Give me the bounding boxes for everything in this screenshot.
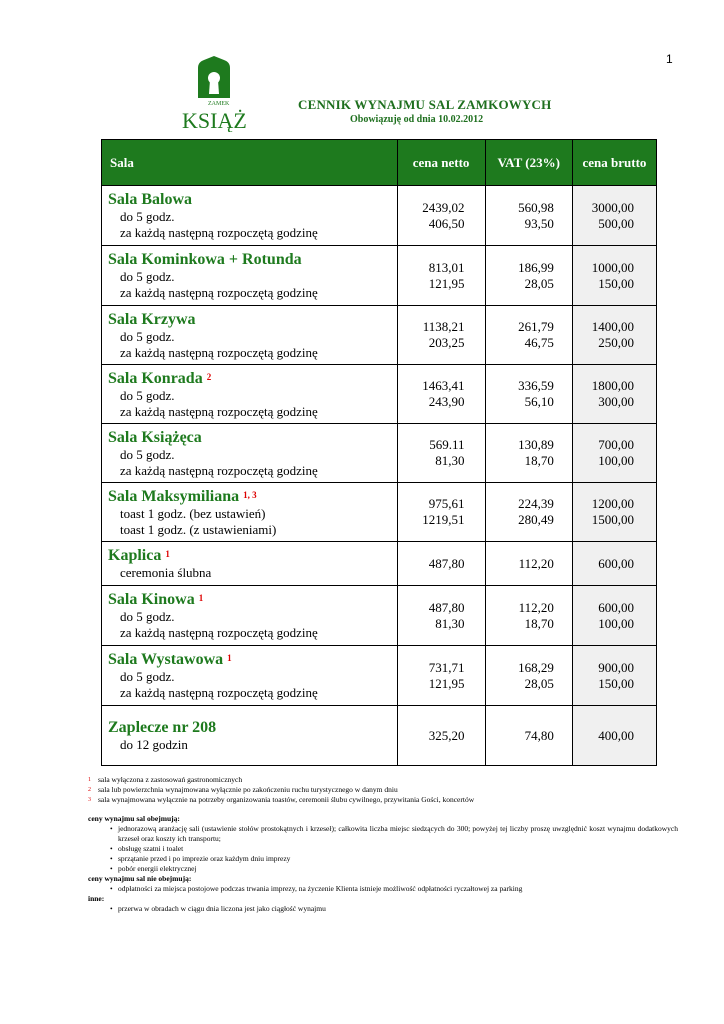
room-name-text: Sala Maksymiliana (108, 487, 240, 505)
room-name-text: Kaplica (108, 547, 162, 564)
price-brutto-cell (572, 306, 656, 365)
room-cell (102, 542, 398, 586)
price-brutto: 250,00 (598, 335, 634, 350)
room-cell (102, 186, 398, 246)
price-brutto-cell (572, 365, 656, 424)
price-netto: 81,30 (435, 453, 465, 468)
rental-option: za każdą następną rozpoczętą godzinę (120, 403, 318, 419)
price-vat-cell (485, 306, 572, 365)
price-brutto: 300,00 (598, 394, 634, 409)
price-vat: 336,59 (518, 378, 554, 393)
included-list (88, 824, 678, 874)
footnote-reference: 1, 3 (243, 489, 257, 500)
price-netto-cell (397, 586, 485, 646)
price-netto: 81,30 (435, 615, 465, 631)
footnotes (88, 775, 474, 805)
list-item: • obsługę szatni i toalet (88, 844, 678, 854)
price-vat: 28,05 (524, 275, 554, 291)
room-cell (102, 246, 398, 306)
price-netto-cell (397, 306, 485, 365)
price-netto-cell (397, 483, 485, 542)
price-vat: 56,10 (524, 394, 554, 409)
price-vat-cell (485, 483, 572, 542)
price-netto-cell (397, 542, 485, 586)
price-brutto: 600,00 (598, 555, 634, 571)
footnote-number: 2 (88, 787, 91, 793)
price-netto: 1219,51 (422, 512, 465, 527)
price-brutto-cell (572, 483, 656, 542)
document-title: CENNIK WYNAJMU SAL ZAMKOWYCH (298, 97, 552, 112)
other-list (88, 904, 678, 914)
rental-option: za każdą następną rozpoczętą godzinę (120, 462, 318, 478)
room-cell (102, 483, 398, 542)
svg-text:KSIĄŻ: KSIĄŻ (182, 108, 247, 132)
price-brutto: 1800,00 (591, 378, 634, 393)
room-name (102, 429, 397, 447)
footnote-reference: 2 (206, 371, 212, 382)
rental-option: do 5 godz. (120, 209, 175, 224)
price-vat: 18,70 (524, 453, 554, 468)
room-name (102, 488, 397, 506)
room-name-text: Sala Konrada (108, 369, 203, 387)
rental-option: do 5 godz. (120, 669, 175, 684)
price-brutto-cell (572, 424, 656, 483)
room-name (102, 191, 397, 209)
table-row (102, 424, 657, 483)
price-vat: 224,39 (518, 496, 554, 511)
price-brutto-cell (572, 246, 656, 306)
price-vat: 46,75 (524, 335, 554, 350)
rental-option: do 5 godz. (120, 446, 175, 462)
price-vat: 112,20 (518, 555, 554, 571)
price-vat: 74,80 (524, 727, 554, 743)
price-brutto: 150,00 (598, 675, 634, 691)
price-netto: 1138,21 (422, 319, 465, 334)
rental-option: ceremonia ślubna (120, 565, 212, 580)
price-vat: 168,29 (518, 659, 554, 675)
room-cell (102, 365, 398, 424)
room-name-text: Sala Kominkowa + Rotunda (108, 251, 302, 268)
table-row (102, 306, 657, 365)
price-vat: 112,20 (518, 599, 554, 615)
rental-option: do 5 godz. (120, 609, 175, 624)
table-row (102, 365, 657, 424)
price-vat-cell (485, 706, 572, 766)
room-name-text: Sala Kinowa (108, 591, 195, 608)
zamek-ksiaz-logo (178, 54, 250, 132)
price-netto: 487,80 (428, 599, 465, 615)
price-netto: 406,50 (428, 215, 465, 231)
price-vat: 560,98 (518, 199, 554, 215)
price-brutto: 100,00 (598, 453, 634, 468)
price-brutto: 500,00 (598, 215, 634, 231)
price-netto: 569.11 (429, 437, 465, 452)
other-header: inne: (88, 894, 105, 903)
price-brutto: 1400,00 (591, 319, 634, 334)
rental-option: do 12 godzin (120, 737, 188, 752)
rental-option: toast 1 godz. (bez ustawień) (120, 505, 266, 521)
price-netto-cell (397, 706, 485, 766)
price-netto-cell (397, 646, 485, 706)
price-brutto: 900,00 (598, 659, 634, 675)
footnote-reference: 1 (198, 593, 204, 603)
list-item: • sprzątanie przed i po imprezie oraz każdym dniu imprezy (88, 854, 678, 864)
rental-option: do 5 godz. (120, 387, 175, 403)
room-cell (102, 706, 398, 766)
price-brutto-cell (572, 646, 656, 706)
price-netto: 243,90 (428, 394, 465, 409)
price-vat: 186,99 (518, 259, 554, 275)
column-header-brutto: cena brutto (572, 140, 656, 186)
room-name-text: Sala Balowa (108, 191, 193, 208)
table-row (102, 586, 657, 646)
price-brutto: 100,00 (598, 615, 634, 631)
price-vat-cell (485, 542, 572, 586)
table-row (102, 483, 657, 542)
price-brutto: 1500,00 (591, 512, 634, 527)
price-vat: 28,05 (524, 675, 554, 691)
price-brutto: 150,00 (598, 275, 634, 291)
table-row (102, 706, 657, 766)
price-vat-cell (485, 646, 572, 706)
price-netto-cell (397, 365, 485, 424)
price-netto: 487,80 (428, 555, 465, 571)
price-netto: 121,95 (428, 675, 465, 691)
room-name (102, 591, 397, 609)
footnote-number: 1 (88, 777, 91, 783)
footnote-text: sala wyłączona z zastosowań gastronomicznych (98, 775, 243, 784)
price-brutto-cell (572, 186, 656, 246)
room-name (102, 370, 397, 388)
price-netto-cell (397, 424, 485, 483)
price-brutto: 600,00 (598, 599, 634, 615)
price-brutto: 3000,00 (591, 199, 634, 215)
table-row (102, 542, 657, 586)
rental-option: do 5 godz. (120, 328, 175, 344)
room-name-text: Sala Krzywa (108, 310, 196, 328)
pricing-notes (88, 814, 678, 914)
rental-option: za każdą następną rozpoczętą godzinę (120, 225, 318, 240)
price-netto: 813,01 (428, 259, 465, 275)
room-cell (102, 586, 398, 646)
room-name (102, 251, 397, 269)
price-netto: 975,61 (428, 496, 465, 511)
column-header-netto: cena netto (397, 140, 485, 186)
price-vat-cell (485, 186, 572, 246)
rental-option: za każdą następną rozpoczętą godzinę (120, 285, 318, 300)
price-brutto: 400,00 (598, 727, 634, 743)
price-vat-cell (485, 246, 572, 306)
rental-option: toast 1 godz. (z ustawieniami) (120, 521, 277, 537)
price-brutto-cell (572, 542, 656, 586)
room-name-text: Sala Książęca (108, 428, 202, 446)
footnote (88, 785, 474, 795)
footnote (88, 775, 474, 785)
table-row (102, 646, 657, 706)
list-item: • jednorazową aranżację sali (ustawienie stołów prostokątnych i krzeseł); całkowita liczba miejsc siedzących do 300; powyżej tej liczby proszę uwzględnić koszt wynajmu dodatkowych krzeseł oraz koszty ich transportu; (88, 824, 678, 844)
list-item: • pobór energii elektrycznej (88, 864, 678, 874)
rental-option: za każdą następną rozpoczętą godzinę (120, 344, 318, 360)
price-netto: 203,25 (428, 335, 465, 350)
price-netto: 731,71 (428, 659, 465, 675)
excluded-list (88, 884, 678, 894)
price-vat: 130,89 (518, 437, 554, 452)
price-netto: 1463,41 (422, 378, 465, 393)
footnote-reference: 1 (165, 549, 170, 559)
price-vat: 261,79 (518, 319, 554, 334)
price-brutto: 700,00 (598, 437, 634, 452)
price-netto: 2439,02 (422, 199, 465, 215)
room-name (102, 547, 397, 565)
column-header-sala: Sala (102, 140, 398, 186)
footnote-text: sala wynajmowana wyłącznie na potrzeby organizowania toastów, ceremonii ślubu cywilnego, przywitania Gości, koncertów (98, 795, 475, 804)
price-netto: 325,20 (428, 727, 465, 743)
column-header-vat: VAT (23%) (485, 140, 572, 186)
table-row (102, 246, 657, 306)
room-name (102, 719, 397, 737)
footnote-number: 3 (88, 797, 91, 803)
price-vat-cell (485, 424, 572, 483)
document-subtitle: Obowiązuję od dnia 10.02.2012 (350, 114, 484, 125)
price-brutto: 1200,00 (591, 496, 634, 511)
room-cell (102, 306, 398, 365)
rental-option: za każdą następną rozpoczętą godzinę (120, 685, 318, 700)
svg-text:ZAMEK: ZAMEK (208, 101, 230, 107)
table-header-row (102, 140, 657, 186)
excluded-header: ceny wynajmu sal nie obejmują: (88, 874, 192, 883)
rental-option: za każdą następną rozpoczętą godzinę (120, 625, 318, 640)
room-name-text: Zaplecze nr 208 (108, 719, 217, 736)
list-item: • odpłatności za miejsca postojowe podczas trwania imprezy, na życzenie Klienta istnieje możliwość odpłatności ryczałtowej za parking (88, 884, 678, 894)
footnote-reference: 1 (227, 653, 232, 663)
price-brutto-cell (572, 706, 656, 766)
page-number: 1 (666, 52, 673, 66)
room-cell (102, 424, 398, 483)
price-vat: 18,70 (524, 615, 554, 631)
price-netto: 121,95 (428, 275, 465, 291)
room-name (102, 311, 397, 329)
price-netto-cell (397, 246, 485, 306)
room-name-text: Sala Wystawowa (108, 651, 224, 668)
included-header: ceny wynajmu sal obejmują: (88, 814, 180, 823)
price-brutto: 1000,00 (591, 259, 634, 275)
rental-option: do 5 godz. (120, 269, 175, 284)
price-table (101, 139, 657, 766)
price-vat-cell (485, 586, 572, 646)
price-vat-cell (485, 365, 572, 424)
footnote (88, 795, 474, 805)
price-netto-cell (397, 186, 485, 246)
footnote-text: sala lub powierzchnia wynajmowana wyłącznie po zakończeniu ruchu turystycznego w danym dniu (98, 785, 398, 794)
table-row (102, 186, 657, 246)
list-item: • przerwa w obradach w ciągu dnia liczona jest jako ciągłość wynajmu (88, 904, 678, 914)
price-vat: 280,49 (518, 512, 554, 527)
room-name (102, 651, 397, 669)
room-cell (102, 646, 398, 706)
price-vat: 93,50 (524, 215, 554, 231)
price-brutto-cell (572, 586, 656, 646)
